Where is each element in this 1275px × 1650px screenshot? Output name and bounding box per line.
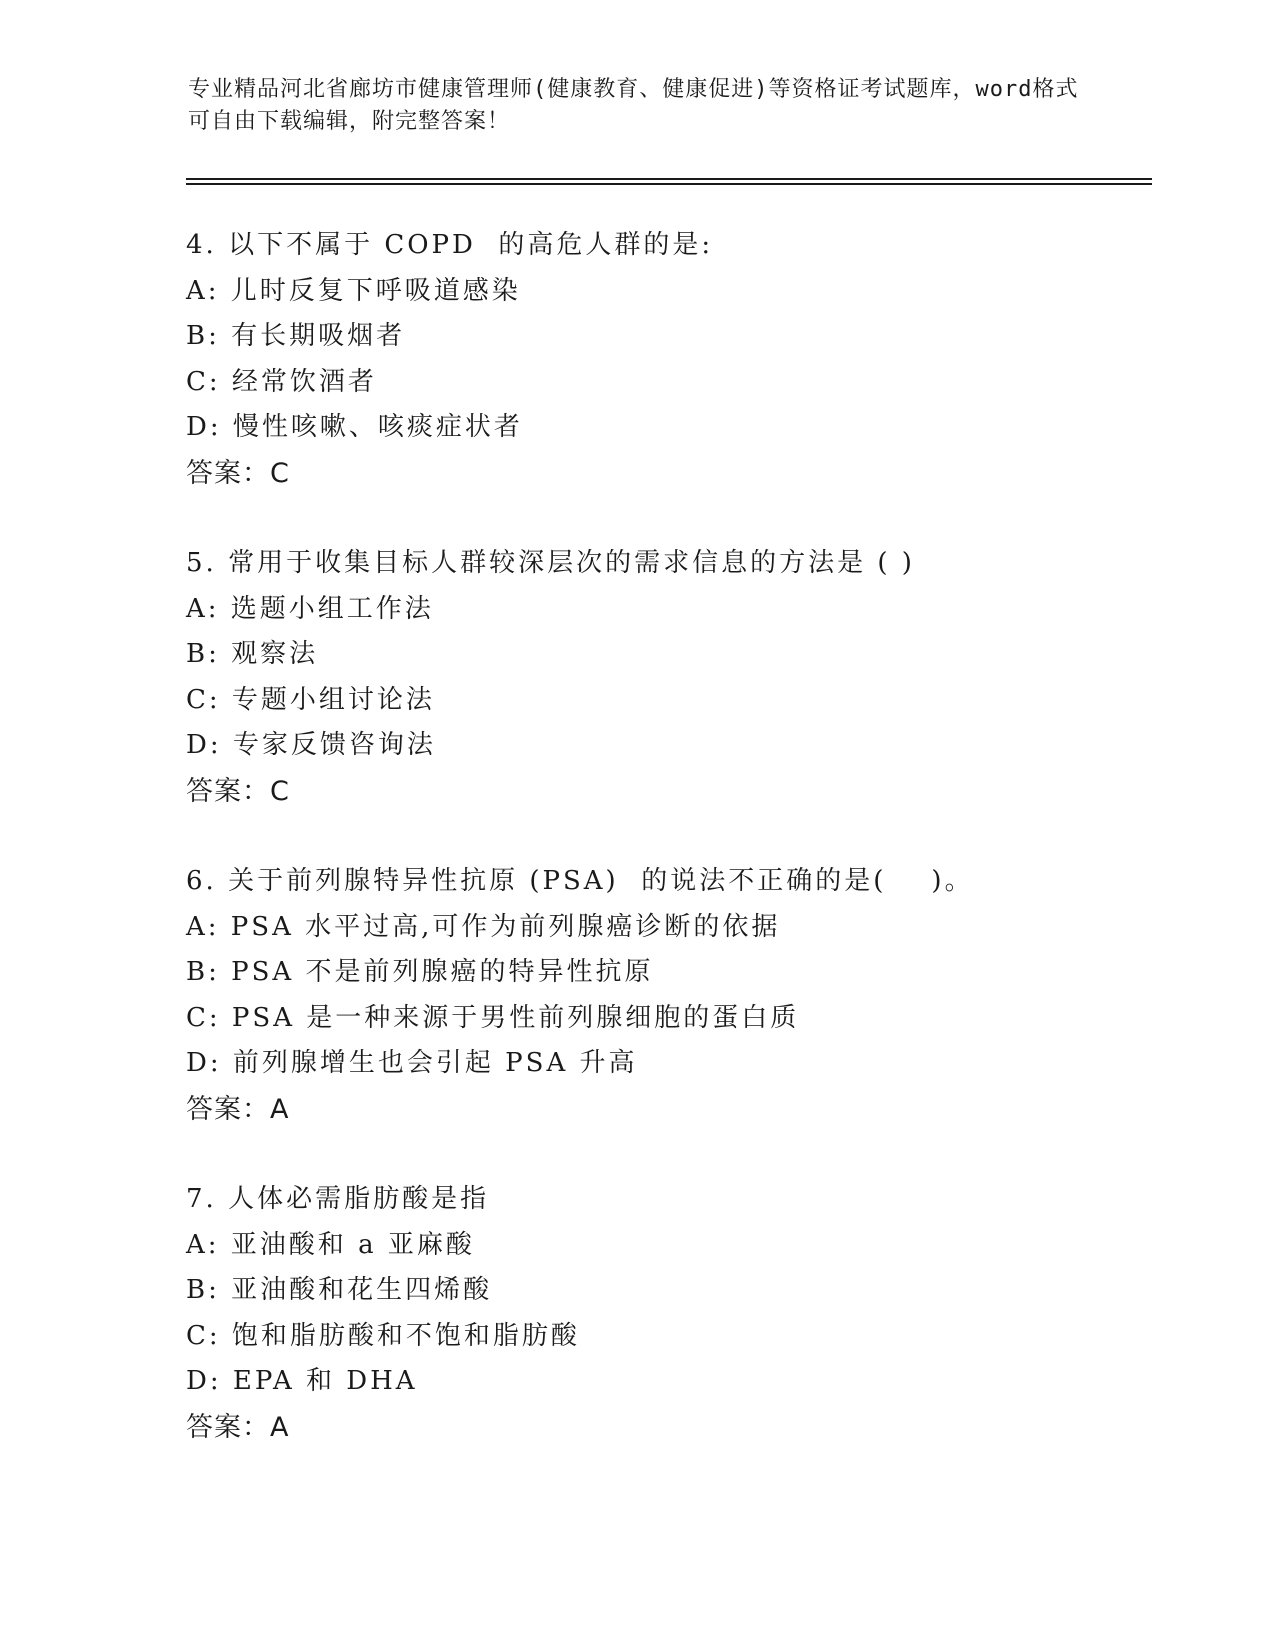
- option-b: B: 有长期吸烟者: [186, 321, 406, 351]
- option-b: B: 观察法: [186, 639, 319, 669]
- question-stem: 7. 人体必需脂肪酸是指: [186, 1184, 490, 1214]
- option-a: A: 选题小组工作法: [186, 593, 434, 624]
- option-a: A: 儿时反复下呼吸道感染: [186, 275, 521, 306]
- option-d: D: 专家反馈咨询法: [186, 730, 436, 760]
- question-4: [186, 223, 1166, 496]
- question-stem: 6. 关于前列腺特异性抗原 (PSA) 的说法不正确的是( )。: [186, 866, 974, 896]
- option-c: C: PSA 是一种来源于男性前列腺细胞的蛋白质: [186, 1002, 800, 1033]
- answer-text: 答案：A: [186, 1093, 290, 1125]
- option-d: D: 慢性咳嗽、咳痰症状者: [186, 412, 523, 442]
- header-divider-top: [186, 178, 1152, 180]
- answer-text: 答案：C: [186, 775, 290, 807]
- option-b: B: 亚油酸和花生四烯酸: [186, 1275, 493, 1305]
- option-a: A: 亚油酸和 a 亚麻酸: [186, 1229, 475, 1260]
- answer-text: 答案：C: [186, 457, 290, 489]
- option-c: C: 经常饮酒者: [186, 366, 377, 397]
- question-5: [186, 541, 1166, 814]
- question-stem: 4. 以下不属于 COPD 的高危人群的是:: [186, 230, 714, 260]
- option-c: C: 专题小组讨论法: [186, 684, 435, 715]
- option-c: C: 饱和脂肪酸和不饱和脂肪酸: [186, 1320, 580, 1351]
- option-a: A: PSA 水平过高,可作为前列腺癌诊断的依据: [186, 911, 781, 942]
- intro-text: 专业精品河北省廊坊市健康管理师(健康教育、健康促进)等资格证考试题库，word格式可自由下载编辑，附完整答案！: [188, 77, 1079, 134]
- option-d: D: EPA 和 DHA: [186, 1366, 418, 1396]
- question-7: [186, 1177, 1166, 1450]
- question-6: [186, 859, 1166, 1132]
- header-divider-bottom: [186, 183, 1152, 185]
- answer-text: 答案：A: [186, 1411, 290, 1443]
- question-stem: 5. 常用于收集目标人群较深层次的需求信息的方法是 ( ): [186, 548, 915, 578]
- option-d: D: 前列腺增生也会引起 PSA 升高: [186, 1048, 638, 1078]
- option-b: B: PSA 不是前列腺癌的特异性抗原: [186, 957, 654, 987]
